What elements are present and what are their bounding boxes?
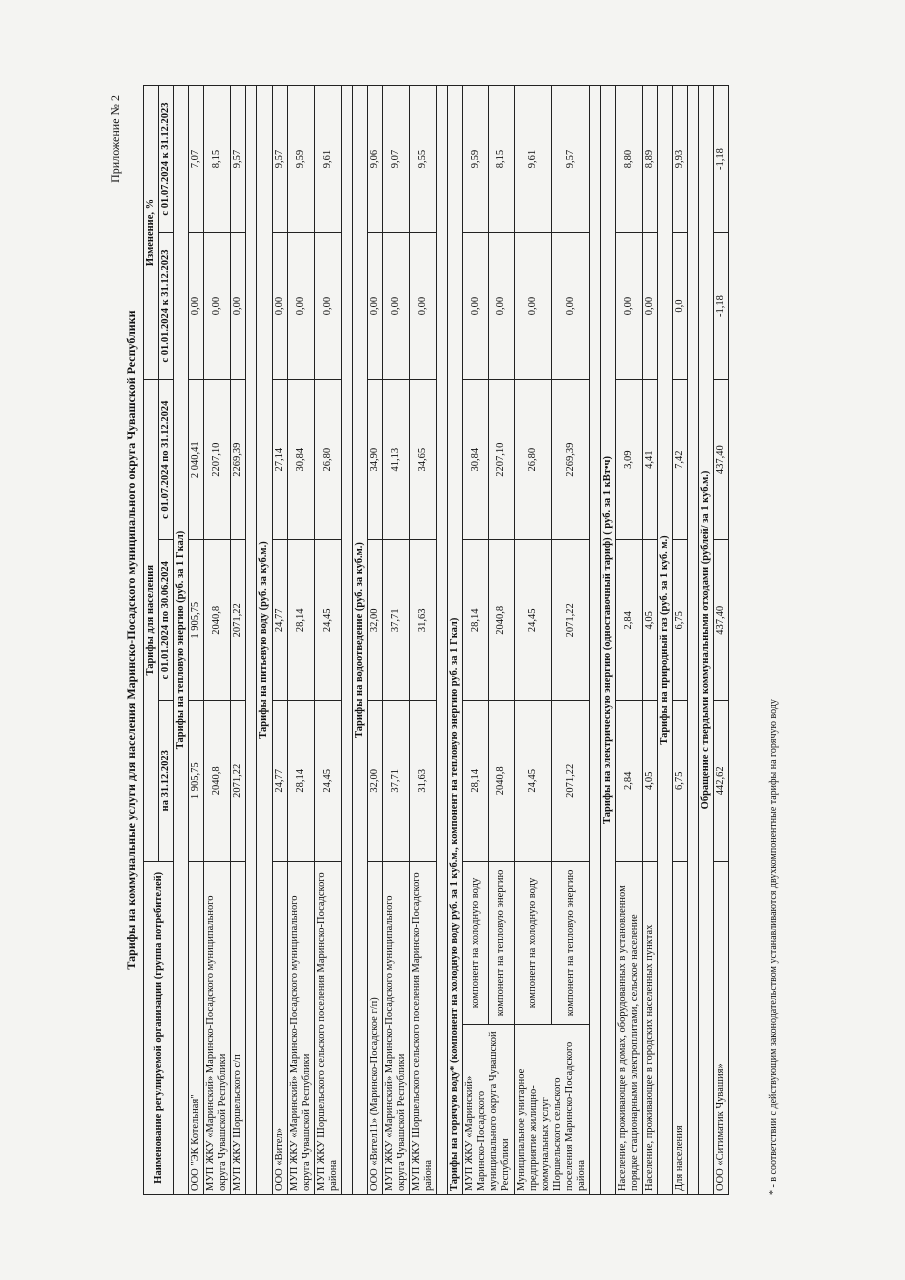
row-name: ООО «Ситиматик Чувашия» [714,861,729,1194]
spacer-row [341,86,352,1195]
row-value: 0,00 [488,233,514,380]
row-value: 0,0 [673,233,688,380]
section-row [699,86,714,1195]
section-row [600,86,615,1195]
row-value: 2 040,41 [189,379,204,540]
row-value: 0,00 [287,233,314,380]
row-value: 26,80 [314,379,341,540]
row-value: 7,42 [673,379,688,540]
row-name: Население, проживающее в домах, оборудованных в установленном порядке стационарными электроплитами, сельское население [615,861,642,1194]
table-row [314,86,341,1195]
row-value: 24,45 [314,540,341,701]
row-value: 2040,8 [488,540,514,701]
row-value: 9,57 [552,86,590,233]
row-value: 1 905,75 [189,701,204,862]
row-value: 0,00 [552,233,590,380]
section-row [658,86,673,1195]
hot-water-org: Муниципальное унитарное предприятие жилищно-коммунальных услуг Шоршельского сельского поселения Маринско-Посадского района [514,1025,589,1195]
table-body [174,86,729,1195]
spacer-cell [589,86,600,1195]
row-value: 0,00 [272,233,287,380]
spacer-cell [341,86,352,1195]
row-value: 2071,22 [231,540,246,701]
row-value: 34,90 [367,379,382,540]
row-value: 2040,8 [488,701,514,862]
row-name: ООО "ЭК Котельная" [189,861,204,1194]
row-value: 41,13 [382,379,409,540]
row-value: 4,41 [643,379,658,540]
header-col-5: с 01.07.2024 к 31.12.2023 [159,86,174,233]
row-value: 30,84 [287,379,314,540]
header-col-2: с 01.01.2024 по 30.06.2024 [159,540,174,701]
spacer-cell [246,86,257,1195]
table-row [463,86,489,1195]
header-col-1: на 31.12.2023 [159,701,174,862]
hot-water-org: МУП ЖКУ «Маринский» Маринско-Посадского муниципального округа Чувашской Республики [463,1025,514,1195]
row-value: 30,84 [463,379,489,540]
header-tariffs: Тарифы для населения [144,379,159,861]
row-name: МУП ЖКУ «Маринский» Маринско-Посадского муниципального округа Чувашской Республики [204,861,231,1194]
table-row [410,86,437,1195]
row-value: 9,07 [382,86,409,233]
row-value: 1 905,75 [189,540,204,701]
row-value: 3,09 [615,379,642,540]
row-value: 9,93 [673,86,688,233]
row-value: 437,40 [714,379,729,540]
section-title: Тарифы на питьевую воду (руб. за куб.м.) [257,86,272,1195]
section-row [174,86,189,1195]
row-value: 9,61 [314,86,341,233]
row-value: 37,71 [382,701,409,862]
section-title: Тарифы на электрическую энергию (одноставочный тариф) ( руб. за 1 кВт•ч) [600,86,615,1195]
row-value: 24,45 [314,701,341,862]
section-title: Обращение с твердыми коммунальными отходами (рублей/ за 1 куб.м.) [699,86,714,1195]
row-name: МУП ЖКУ «Маринский» Маринско-Посадского муниципального округа Чувашской Республики [382,861,409,1194]
header-change: Изменение, % [144,86,159,380]
row-value: 34,65 [410,379,437,540]
row-value: 0,00 [314,233,341,380]
row-value: 2269,39 [552,379,590,540]
row-value: 28,14 [463,701,489,862]
document-title: Тарифы на коммунальные услуги для населения Маринско-Посадского муниципального округа Чувашской Республики [124,310,138,970]
row-value: 9,55 [410,86,437,233]
spacer-row [688,86,699,1195]
row-name: ООО «Вител» [272,861,287,1194]
spacer-row [246,86,257,1195]
header-col-3: с 01.07.2024 по 31.12.2024 [159,379,174,540]
row-value: 28,14 [287,701,314,862]
row-name: Население, проживающее в городских населенных пунктах [643,861,658,1194]
table-row [673,86,688,1195]
row-value: 2071,22 [552,701,590,862]
section-title: Тарифы на горячую воду* (компонент на холодную воду руб. за 1 куб.м., компонент на тепловую энергию руб. за 1 Гкал) [448,86,463,1195]
table-row [231,86,246,1195]
row-name: МУП ЖКУ «Маринский» Маринско-Посадского муниципального округа Чувашской Республики [287,861,314,1194]
table-row [714,86,729,1195]
row-value: 8,89 [643,86,658,233]
row-value: 0,00 [382,233,409,380]
row-value: 7,07 [189,86,204,233]
row-name: Для населения [673,861,688,1194]
row-name: ООО «Вител11» (Маринско-Посадское г/п) [367,861,382,1194]
row-value: 32,00 [367,540,382,701]
row-value: 28,14 [287,540,314,701]
table-row [189,86,204,1195]
row-value: 37,71 [382,540,409,701]
row-value: 2207,10 [488,379,514,540]
hot-water-component: компонент на холодную воду [463,861,489,1025]
spacer-cell [688,86,699,1195]
row-value: 0,00 [410,233,437,380]
table-row [204,86,231,1195]
row-value: 2071,22 [231,701,246,862]
row-value: 31,63 [410,540,437,701]
row-value: 9,59 [287,86,314,233]
row-value: 0,00 [615,233,642,380]
section-title: Тарифы на природный газ (руб. за 1 куб. м.) [658,86,673,1195]
row-value: 437,40 [714,540,729,701]
row-value: 9,57 [231,86,246,233]
hot-water-component: компонент на тепловую энергию [552,861,590,1025]
row-value: 9,59 [463,86,489,233]
row-value: 0,00 [463,233,489,380]
row-value: 4,05 [643,701,658,862]
table-row [514,86,552,1195]
row-name: МУП ЖКУ Шоршельского сельского поселения Маринско-Посадского района [410,861,437,1194]
row-value: 442,62 [714,701,729,862]
section-row [448,86,463,1195]
rotated-document-sheet [108,75,798,1205]
row-value: 24,77 [272,701,287,862]
row-value: 8,80 [615,86,642,233]
spacer-row [437,86,448,1195]
row-value: 9,06 [367,86,382,233]
spacer-cell [437,86,448,1195]
row-value: 26,80 [514,379,552,540]
table-row [643,86,658,1195]
row-value: 2,84 [615,540,642,701]
row-name: МУП ЖКУ Шоршельского с/п [231,861,246,1194]
row-value: 8,15 [488,86,514,233]
row-value: 27,14 [272,379,287,540]
hot-water-component: компонент на тепловую энергию [488,861,514,1025]
section-row [257,86,272,1195]
row-value: 24,45 [514,701,552,862]
section-title: Тарифы на водоотведение (руб. за куб.м.) [352,86,367,1195]
header-org: Наименование регулируемой организации (группа потребителей) [144,861,174,1194]
row-value: 0,00 [231,233,246,380]
row-value: 9,57 [272,86,287,233]
hot-water-component: компонент на холодную воду [514,861,552,1025]
table-row [382,86,409,1195]
row-value: -1,18 [714,86,729,233]
row-value: 4,05 [643,540,658,701]
row-value: 2207,10 [204,379,231,540]
row-value: 2040,8 [204,701,231,862]
section-title: Тарифы на тепловую энергию (руб. за 1 Гкал) [174,86,189,1195]
row-value: 2,84 [615,701,642,862]
row-value: 24,45 [514,540,552,701]
row-value: 0,00 [514,233,552,380]
footnote: * - в соответствии с действующим законодательством устанавливаются двухкомпонентные тарифы на горячую воду [768,699,779,1195]
row-value: 32,00 [367,701,382,862]
table-row [272,86,287,1195]
row-value: -1,18 [714,233,729,380]
row-value: 24,77 [272,540,287,701]
appendix-label: Приложение № 2 [108,95,122,183]
row-value: 6,75 [673,540,688,701]
row-value: 2071,22 [552,540,590,701]
row-name: МУП ЖКУ Шоршельского сельского поселения Маринско-Посадского района [314,861,341,1194]
row-value: 0,00 [643,233,658,380]
row-value: 0,00 [189,233,204,380]
table-row [367,86,382,1195]
row-value: 2269,39 [231,379,246,540]
table-row [615,86,642,1195]
row-value: 6,75 [673,701,688,862]
row-value: 28,14 [463,540,489,701]
header-col-4: с 01.01.2024 к 31.12.2023 [159,233,174,380]
row-value: 8,15 [204,86,231,233]
row-value: 31,63 [410,701,437,862]
row-value: 9,61 [514,86,552,233]
row-value: 0,00 [367,233,382,380]
table-row [287,86,314,1195]
section-row [352,86,367,1195]
spacer-row [589,86,600,1195]
tariff-table [143,85,729,1195]
row-value: 0,00 [204,233,231,380]
row-value: 2040,8 [204,540,231,701]
